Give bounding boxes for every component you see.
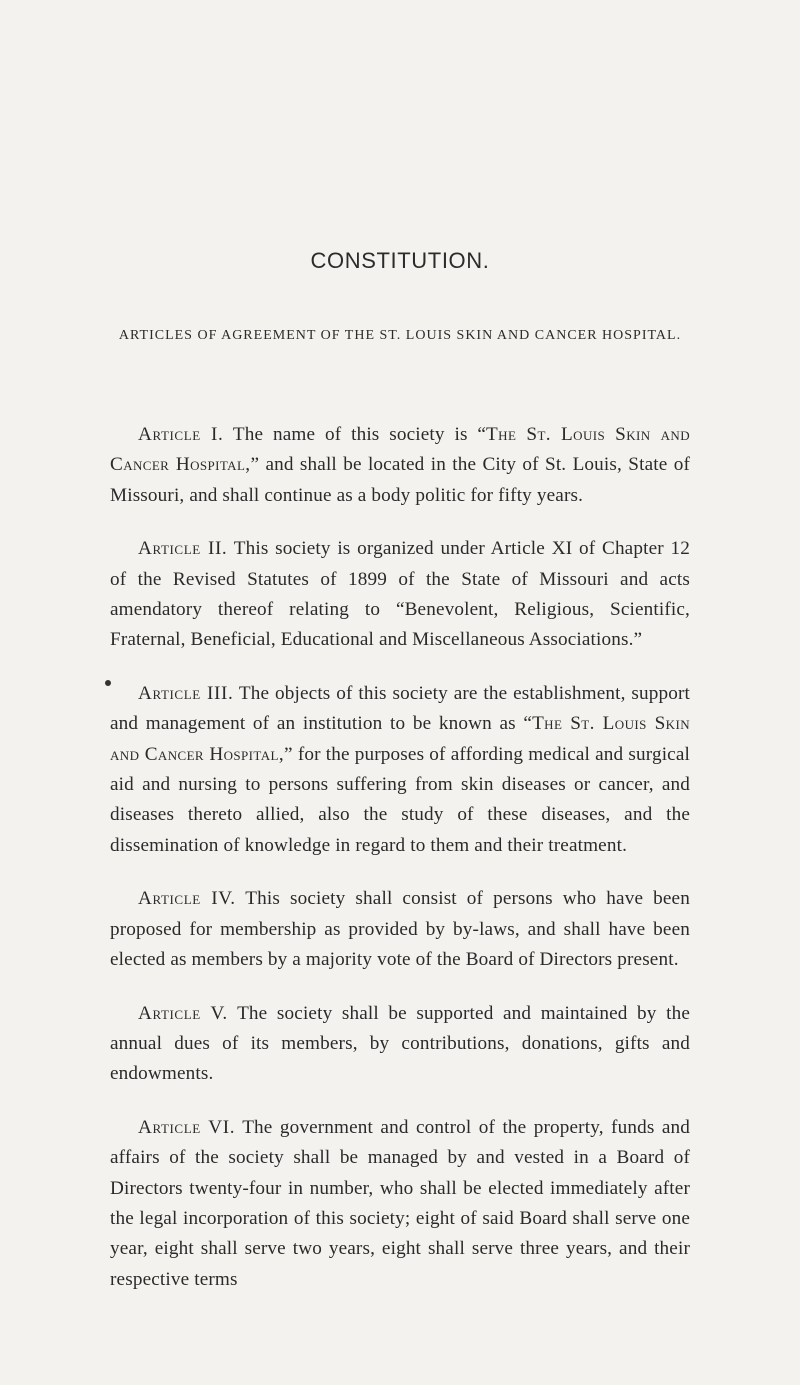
article-3-hospital-name: The St. Louis Skin and Cancer Hospital, bbox=[110, 713, 690, 765]
article-3-text-after: ” for the purposes of affording medical and surgical aid and nursing to persons suffering from skin diseases or cancer, and diseases thereto allied, also the study of these diseases, and the dissemination of knowledge in regard to them and their treatment. bbox=[110, 743, 690, 856]
article-4 bbox=[110, 884, 690, 975]
article-4-text: This society shall consist of persons who have been proposed for membership as provided by by-laws, and shall have been elected as members by a majority vote of the Board of Directors present. bbox=[110, 888, 690, 971]
article-6-text: The government and control of the property, funds and affairs of the society shall be managed by and vested in a Board of Directors twenty-four in number, who shall be elected immediately after the legal incorporation of this society; eight of said Board shall serve one year, eight shall serve two years, eight shall serve three years, and their respective terms bbox=[110, 1116, 690, 1290]
articles-body bbox=[110, 420, 690, 1318]
article-3-text-before: The objects of this society are the establishment, support and management of an institution to be known as “ bbox=[110, 682, 690, 735]
article-1 bbox=[110, 420, 690, 511]
article-2 bbox=[110, 534, 690, 656]
article-3 bbox=[110, 679, 690, 861]
document-title: CONSTITUTION. bbox=[310, 248, 490, 273]
article-2-heading: Article II. bbox=[138, 538, 228, 560]
article-1-text-before: The name of this society is “ bbox=[232, 424, 487, 445]
article-6-heading: Article VI. bbox=[138, 1116, 236, 1138]
article-5-text: The society shall be supported and maintained by the annual dues of its members, by contributions, donations, gifts and endowments. bbox=[110, 1002, 690, 1085]
document-subtitle: ARTICLES OF AGREEMENT OF THE ST. LOUIS SKIN AND CANCER HOSPITAL. bbox=[118, 328, 682, 343]
article-2-text: This society is organized under Article XI of Chapter 12 of the Revised Statutes of 1899 of the State of Missouri and acts amendatory thereof relating to “Benevolent, Religious, Scientific, Fraternal, Beneficial, Educational and Miscellaneous Associations.” bbox=[110, 538, 690, 651]
article-4-heading: Article IV. bbox=[138, 888, 236, 910]
article-1-hospital-name: The St. Louis Skin and Cancer Hospital, bbox=[110, 424, 690, 476]
article-6 bbox=[110, 1113, 690, 1295]
article-5 bbox=[110, 999, 690, 1090]
article-1-text-after: ” and shall be located in the City of St. Louis, State of Missouri, and shall continue as a body politic for fifty years. bbox=[110, 454, 690, 506]
article-5-heading: Article V. bbox=[138, 1002, 228, 1024]
article-3-heading: Article III. bbox=[138, 682, 234, 704]
article-1-heading: Article I. bbox=[138, 424, 224, 445]
